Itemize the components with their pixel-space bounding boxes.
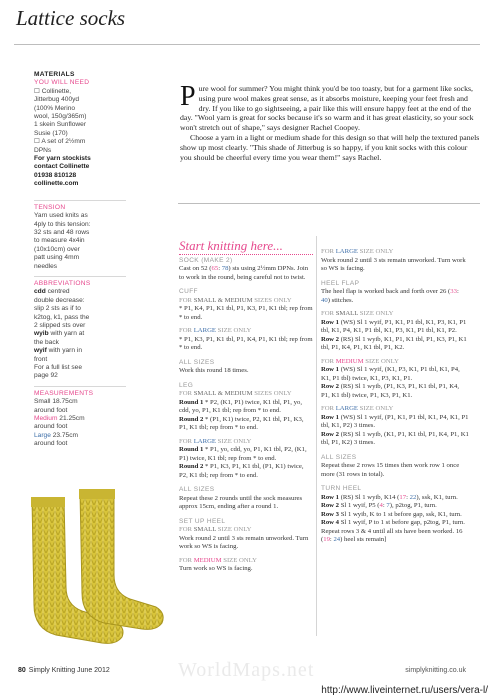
stockist-line: contact Collinette: [34, 163, 90, 171]
text: SIZE ONLY: [357, 248, 394, 255]
text: (WS) Sl 1 wyif, (P1, K1, P1 tbl, K1, P4, K1, P1 tbl, K1, P2) 3 times.: [321, 413, 469, 429]
text: FOR: [321, 405, 336, 412]
materials-line: (100% Merino: [34, 104, 76, 112]
size-label: [179, 327, 313, 336]
materials-line: 1 skein Sunflower: [34, 121, 87, 129]
section-heading: ALL SIZES: [179, 486, 215, 493]
instruction: [321, 519, 469, 528]
pattern-column-1: [179, 238, 313, 574]
abbrev-cdd: [34, 288, 126, 296]
sock-right: [80, 491, 163, 629]
text: ) stitches.: [327, 296, 354, 304]
text: * P1, yo, cdd, yo, P1, K1 tbl, P2, (K1, P1) twice, K1 tbl; rep from * to end.: [179, 446, 307, 462]
source-url[interactable]: http://www.liveinternet.ru/users/vera-l/: [321, 685, 488, 696]
abbrev-text: page 92: [34, 372, 58, 380]
abbreviations-heading: ABBREVIATIONS: [34, 279, 91, 287]
size-num: 22: [409, 493, 417, 501]
section-heading: TURN HEEL: [321, 485, 362, 492]
text: FOR: [179, 556, 194, 564]
instruction: [321, 288, 469, 305]
text: SIZES ONLY: [252, 390, 292, 397]
text: :: [456, 288, 459, 295]
abbrev-text: centred: [45, 288, 70, 296]
measure-text: around foot: [34, 440, 68, 448]
materials-subheading: YOU WILL NEED: [34, 79, 90, 87]
text: SIZE ONLY: [357, 405, 394, 412]
instruction: Repeat these 2 rows 15 times then work row 1 once more (31 rows in total).: [321, 462, 460, 478]
row-label: Row 2: [321, 502, 340, 509]
watermark: WorldMaps.net: [178, 659, 315, 681]
intro-text: [180, 81, 480, 162]
materials-line: Susie (170): [34, 129, 68, 137]
abbrev-text: the back: [34, 338, 59, 346]
row-label: Row 4: [321, 519, 340, 526]
tension-heading: TENSION: [34, 203, 66, 211]
size-value: 18.75cm: [50, 398, 78, 406]
size-num: 33: [450, 288, 457, 295]
text: :: [382, 502, 387, 509]
text: ) heel sts remain]: [340, 536, 387, 543]
text: :: [329, 536, 334, 543]
header-rule: [14, 44, 480, 45]
size-label: [321, 248, 469, 257]
abbrev-term: wyib: [34, 330, 49, 338]
stockist-line: 01938 810128: [34, 171, 77, 179]
column-divider: [316, 236, 317, 636]
size-label: [321, 310, 469, 319]
materials-line: ☐ A set of 2½mm: [34, 138, 86, 146]
materials-line: wool, 150g/365m): [34, 113, 87, 121]
text: :: [406, 493, 410, 501]
instruction: [179, 446, 313, 463]
measure-medium: [34, 415, 126, 423]
size-label: [179, 526, 313, 535]
text: (RS) Sl 1 wyib, K14 (: [339, 493, 400, 501]
text: Sl 1 wyif, P to 1 st before gap, p2tog, P1, turn.: [339, 519, 465, 526]
size-label: Large: [34, 431, 51, 439]
instruction: [321, 366, 469, 383]
instruction: [321, 383, 469, 400]
text: LARGE: [335, 405, 358, 412]
abbrev-wyif: [34, 347, 126, 355]
size-num: 19: [323, 536, 330, 543]
materials-heading: MATERIALS: [34, 71, 75, 78]
text: The heel flap is worked back and forth over 26 (: [321, 288, 451, 295]
materials-line: DPNs: [34, 146, 52, 154]
text: (WS) Sl 1 wyif, P1, K1, P1 tbl, K1, P3, K1, P1 tbl, K1, P4, K1, P1 tbl, K1, P3, K1, P1 tbl, K1, P2.: [321, 318, 467, 334]
instruction: Repeat these 2 rounds until the sock measures approx 15cm, ending after a round 1.: [179, 494, 303, 510]
instruction: * P1, K3, P1, K1 tbl, P1, K4, P1, K1 tbl; rep from * to end.: [179, 335, 313, 351]
size-num: 78: [221, 265, 229, 272]
row-label: Row 1: [321, 318, 340, 326]
abbrev-text: double decrease:: [34, 296, 85, 304]
text: SMALL: [193, 526, 217, 533]
text: FOR: [179, 327, 194, 334]
text: FOR: [321, 310, 336, 317]
text: LARGE: [335, 248, 358, 255]
text: LARGE: [193, 327, 216, 334]
abbrev-term: wyif: [34, 347, 47, 355]
instruction: [321, 511, 469, 520]
text: SIZE ONLY: [215, 437, 252, 445]
intro-rule: [178, 203, 480, 204]
measure-small: [34, 398, 126, 406]
text: FOR: [179, 437, 194, 445]
text: (RS) Sl 1 wyib, (K1, P1, K1 tbl, P1, K4, P1, K1 tbl, P1, K2) 3 times.: [321, 430, 469, 446]
tension-line: patt using 4mm: [34, 254, 80, 262]
sock-right-cuff: [79, 489, 115, 499]
size-value: 23.75cm: [50, 431, 78, 439]
text: ), p2tog, P1, turn.: [389, 502, 437, 509]
instruction: [321, 336, 469, 353]
size-label: [321, 405, 469, 414]
abbrev-text: 2 slipped sts over: [34, 321, 86, 329]
tension-line: (10x10cm) over: [34, 245, 80, 253]
text: LARGE: [193, 437, 216, 445]
text: FOR: [321, 357, 336, 365]
section-heading: SET UP HEEL: [179, 517, 226, 525]
materials-line: Jitterbug 400yd: [34, 96, 80, 104]
row-label: Row 1: [321, 413, 340, 421]
instruction: [321, 502, 469, 511]
text: Sl 1 wyif, P5 (: [339, 502, 380, 509]
text: (RS) Sl 1 wyib, (P1, K3, P1, K1 tbl, P1, K4, P1, K1 tbl) twice, P1, K3, P1, K1.: [321, 383, 460, 399]
text: SIZE ONLY: [216, 526, 252, 533]
text: (WS) Sl 1 wyif, (K1, P3, K1, P1 tbl, K1, P4, K1, P1 tbl) twice, K1, P3, K1, P1.: [321, 366, 460, 382]
instruction: Work round 2 until 3 sts remain unworked. Turn work so WS is facing.: [179, 534, 309, 550]
sock-left-cuff: [31, 497, 65, 507]
size-label: [179, 297, 313, 306]
measurements-heading: MEASUREMENTS: [34, 389, 94, 397]
tension-line: 4ply to this tension:: [34, 220, 91, 228]
text: ) sts using 2½mm DPNs. Join to work in the round, being careful not to twist.: [179, 265, 309, 281]
section-heading: ALL SIZES: [179, 358, 215, 366]
size-num: 17: [399, 493, 407, 501]
size-label: Small: [34, 398, 51, 406]
intro-paragraph: ure wool for summer? You might think you'd be too toasty, but for a garment like socks, using pure wool makes great sense, as it absorbs moisture, keeping your feet fresh and dry. If you like to go sightseeing, a pair like this will ensure happy feet at the end of the day. "Wool yarn is great for socks because it's so warm and it has great elasticity, so your sock won't stretch out of shape," says designer Rachel Coopey.: [180, 84, 474, 133]
abbrev-text: k2tog, k1, pass the: [34, 313, 90, 321]
size-label: [321, 358, 469, 367]
abbrev-term: cdd: [34, 288, 46, 296]
intro-paragraph: Choose a yarn in a light or medium shade for this design so that will help the textured panels show up most clearly. "This shade of Jitterbug is so happy, if you knit socks with this colour you should be cheerful every time you wear them!" says Rachel.: [180, 132, 480, 162]
instruction: Turn work so WS is facing.: [179, 565, 253, 572]
article-title: Lattice socks: [16, 6, 126, 30]
text: SIZES ONLY: [252, 296, 292, 304]
instruction: [321, 494, 469, 503]
start-knitting-heading: Start knitting here...: [179, 238, 283, 253]
text: FOR: [179, 390, 194, 397]
instruction: [321, 431, 469, 448]
size-value: 21.25cm: [57, 415, 85, 423]
text: MEDIUM: [335, 357, 364, 365]
section-heading: LEG: [179, 381, 194, 389]
abbrev-text: with yarn in: [46, 347, 83, 355]
size-label: [179, 557, 313, 566]
size-num: 4: [379, 502, 383, 509]
instruction: [179, 416, 313, 433]
sidebar-divider: [34, 386, 126, 387]
text: SMALL & MEDIUM: [193, 390, 253, 397]
footer-site[interactable]: simplyknitting.co.uk: [405, 667, 466, 674]
size-num: 7: [386, 502, 390, 509]
text: SIZE ONLY: [221, 556, 257, 564]
abbrev-text: For a full list see: [34, 364, 83, 371]
instruction: [179, 399, 313, 416]
row-label: Round 1: [179, 398, 204, 406]
size-label: [179, 390, 313, 399]
row-label: Row 3: [321, 510, 340, 518]
size-label: Medium: [34, 415, 58, 423]
tension-line: 32 sts and 48 rows: [34, 228, 90, 236]
stockist-link[interactable]: collinette.com: [34, 180, 79, 188]
abbrev-text: front: [34, 355, 48, 363]
sidebar-divider: [34, 200, 126, 201]
instruction: * P1, K4, P1, K1 tbl, P1, K3, P1, K1 tbl; rep from * to end.: [179, 305, 313, 321]
row-label: Row 2: [321, 335, 340, 343]
instruction: [321, 528, 469, 545]
size-label: [179, 438, 313, 447]
magazine-name: Simply Knitting June 2012: [28, 667, 110, 674]
measure-large: [34, 432, 126, 440]
instruction: [321, 319, 469, 336]
row-label: Row 2: [321, 430, 340, 438]
text: SMALL: [335, 310, 359, 317]
text: (RS) Sl 1 wyib, K1, P1, K1 tbl, P1, K3, P1, K1 tbl, P1, K4, P1, K1 tbl, P1, K2.: [321, 335, 467, 351]
pattern-column-2: [321, 248, 469, 545]
row-label: Round 1: [179, 446, 204, 453]
text: Sl 1 wyib, K to 1 st before gap, ssk, K1, turn.: [339, 510, 462, 518]
measure-text: around foot: [34, 406, 68, 414]
page-number: 80: [18, 667, 26, 674]
text: FOR: [321, 248, 336, 255]
text: SIZE ONLY: [358, 310, 394, 317]
instruction: Work this round 18 times.: [179, 367, 249, 374]
cast-on-text: [179, 265, 313, 282]
dotted-rule: [179, 254, 313, 255]
row-label: Row 1: [321, 493, 340, 501]
abbrev-text: with yarn at: [48, 330, 85, 338]
size-num: 40: [321, 296, 328, 304]
row-label: Row 2: [321, 383, 340, 390]
text: Cast on 52 (: [179, 265, 212, 272]
instruction: Work round 2 until 3 sts remain unworked. Turn work so WS is facing.: [321, 256, 466, 272]
text: MEDIUM: [193, 556, 222, 564]
tension-line: needles: [34, 262, 58, 270]
text: * P2, (K1, P1) twice, K1 tbl, P1, yo, cdd, yo, P1, K1 tbl; rep from * to end.: [179, 398, 302, 414]
stockist-line: For yarn stockists: [34, 155, 91, 163]
section-heading: SOCK (MAKE 2): [179, 256, 233, 264]
text: SMALL & MEDIUM: [193, 296, 253, 304]
text: * P1, K3, P1, K1 tbl, (P1, K1) twice, P2, K1 tbl; rep from * to end.: [179, 463, 304, 479]
text: FOR: [179, 526, 194, 533]
abbrev-wyib: [34, 330, 126, 338]
tension-line: to measure 4x4in: [34, 237, 85, 245]
row-label: Row 1: [321, 366, 340, 373]
tension-line: Yarn used knits as: [34, 212, 88, 220]
text: SIZE ONLY: [215, 327, 252, 334]
text: FOR: [179, 296, 194, 304]
text: Repeat rows 3 & 4 until all sts have been worked. 16 (: [321, 527, 463, 543]
abbrev-text: slip 2 sts as if to: [34, 305, 81, 313]
size-num: 24: [333, 536, 341, 543]
instruction: [321, 414, 469, 431]
text: :: [218, 265, 222, 272]
row-label: Round 2: [179, 415, 204, 423]
text: * (P1, K1) twice, P2, K1 tbl, P1, K3, P1, K1 tbl; rep from * to end.: [179, 415, 304, 431]
sidebar: [34, 71, 126, 449]
section-heading: HEEL FLAP: [321, 279, 360, 287]
size-num: 65: [211, 265, 219, 272]
materials-line: ☐ Collinette,: [34, 87, 72, 95]
text: ), ssk, K1, turn.: [416, 493, 458, 501]
section-heading: ALL SIZES: [321, 453, 357, 461]
page-footer: [18, 667, 110, 674]
instruction: [179, 463, 313, 480]
socks-photo: [22, 487, 168, 649]
section-heading: CUFF: [179, 288, 198, 295]
row-label: Round 2: [179, 463, 204, 470]
text: SIZE ONLY: [363, 357, 399, 365]
measure-text: around foot: [34, 423, 68, 431]
drop-cap: P: [180, 81, 196, 112]
sidebar-divider: [34, 276, 126, 277]
